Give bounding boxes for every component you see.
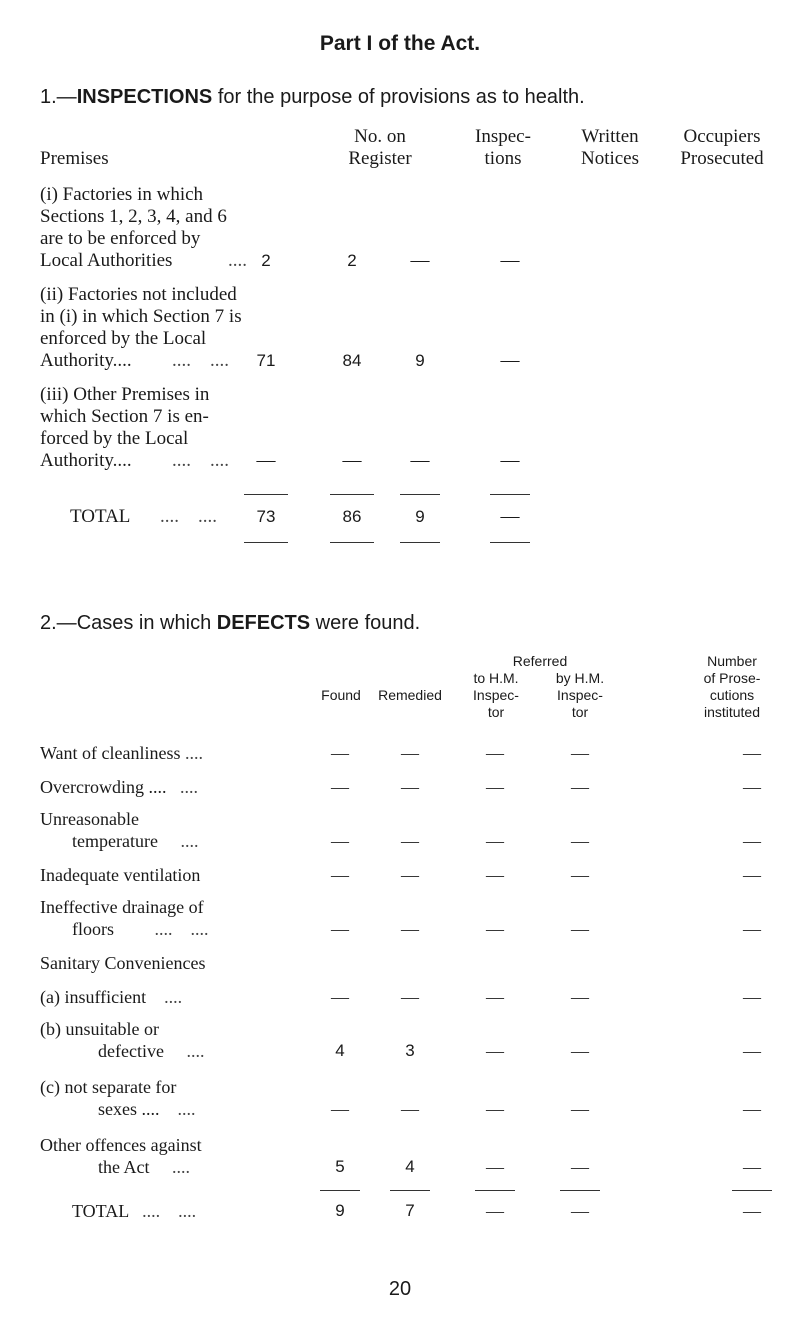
- row-label-cont: floors .... ....: [72, 919, 209, 939]
- total-inspections: 86: [342, 507, 362, 526]
- section-1-heading-rest: for the purpose of provisions as to health.: [217, 86, 585, 108]
- row-label: Overcrowding .... ....: [40, 777, 198, 797]
- cell-found: 5: [335, 1157, 345, 1176]
- cell-remedied: —: [401, 919, 419, 939]
- cell-prosecutions: —: [743, 743, 761, 763]
- row-label: Other offences against: [40, 1135, 202, 1155]
- section-2-heading-rest: were found.: [315, 612, 421, 634]
- row-label: (b) unsuitable or: [40, 1019, 159, 1039]
- col-header-inspections-1: Inspec-: [475, 126, 531, 147]
- cell-prosecutions: —: [743, 987, 761, 1007]
- sum-rule: [244, 542, 288, 543]
- col-header-by-hm-2: Inspec-: [557, 687, 603, 703]
- sum-rule: [475, 1190, 515, 1191]
- row-label: Inadequate ventilation: [40, 865, 201, 885]
- cell-prosecutions: —: [743, 831, 761, 851]
- cell-register: 71: [256, 351, 276, 370]
- col-header-inspections-2: tions: [484, 148, 522, 169]
- col-header-by-hm-3: tor: [571, 704, 589, 720]
- cell-found: 4: [335, 1041, 345, 1060]
- total-prosecutions: —: [743, 1201, 761, 1221]
- leader-dots: .... ....: [172, 450, 229, 471]
- cell-prosecutions: —: [743, 1099, 761, 1119]
- cell-remedied: 4: [405, 1157, 415, 1176]
- cell-by-hm: —: [571, 777, 589, 797]
- cell-prosecuted: —: [500, 450, 520, 471]
- cell-prosecutions: —: [743, 1157, 761, 1177]
- sum-rule: [560, 1190, 600, 1191]
- sum-rule: [320, 1190, 360, 1191]
- row-label-line: (i) Factories in which: [40, 184, 204, 205]
- row-label-line: forced by the Local: [40, 428, 189, 449]
- row-label-line: (ii) Factories not included: [40, 284, 237, 305]
- row-label: Unreasonable: [40, 809, 139, 829]
- cell-prosecutions: —: [743, 865, 761, 885]
- col-header-referred: Referred: [512, 653, 568, 669]
- cell-prosecuted: —: [500, 250, 520, 271]
- col-header-premises: Premises: [40, 148, 109, 169]
- sum-rule: [330, 542, 374, 543]
- cell-prosecutions: —: [743, 919, 761, 939]
- col-header-register-2: Register: [348, 148, 412, 169]
- col-header-to-hm-1: to H.M.: [473, 670, 519, 686]
- section-1-heading-bold: INSPECTIONS: [76, 86, 213, 108]
- row-label-line: which Section 7 is en-: [40, 406, 209, 427]
- total-label: TOTAL: [70, 506, 131, 527]
- cell-notices: 9: [415, 351, 425, 370]
- col-header-prosecutions-3: cutions: [709, 687, 755, 703]
- col-header-prosecutions-1: Number: [707, 653, 757, 669]
- total-notices: 9: [415, 507, 425, 526]
- cell-found: —: [331, 831, 349, 851]
- cell-to-hm: —: [486, 1041, 504, 1061]
- sum-rule: [490, 494, 530, 495]
- row-label: Want of cleanliness ....: [40, 743, 204, 763]
- row-label-line: in (i) in which Section 7 is: [40, 306, 242, 327]
- section-2-heading: [40, 612, 420, 635]
- cell-remedied: —: [401, 1099, 419, 1119]
- cell-inspections: 2: [347, 251, 357, 270]
- leader-dots: ....: [228, 250, 247, 271]
- cell-notices: —: [410, 250, 430, 271]
- cell-remedied: —: [401, 987, 419, 1007]
- cell-remedied: —: [401, 865, 419, 885]
- section-1-heading: [40, 86, 585, 109]
- row-label-line: Local Authorities: [40, 250, 173, 271]
- cell-inspections: —: [342, 450, 362, 471]
- cell-by-hm: —: [571, 1157, 589, 1177]
- cell-found: —: [331, 743, 349, 763]
- col-header-prosecutions-2: of Prose-: [703, 670, 761, 686]
- total-to-hm: —: [486, 1201, 504, 1221]
- row-label: Ineffective drainage of: [40, 897, 204, 917]
- col-header-notices-2: Notices: [580, 148, 640, 169]
- cell-by-hm: —: [571, 1041, 589, 1061]
- row-label-cont: the Act ....: [98, 1157, 190, 1177]
- total-found: 9: [335, 1201, 345, 1220]
- cell-to-hm: —: [486, 1157, 504, 1177]
- cell-found: —: [331, 865, 349, 885]
- cell-prosecutions: —: [743, 1041, 761, 1061]
- cell-by-hm: —: [571, 987, 589, 1007]
- section-1-number: 1.—: [40, 86, 77, 108]
- col-header-by-hm-1: by H.M.: [555, 670, 605, 686]
- total-label: TOTAL .... ....: [72, 1201, 197, 1221]
- row-label-line: enforced by the Local: [40, 328, 207, 349]
- sum-rule: [732, 1190, 772, 1191]
- cell-to-hm: —: [486, 919, 504, 939]
- row-label-cont: defective ....: [98, 1041, 205, 1061]
- cell-to-hm: —: [486, 831, 504, 851]
- cell-to-hm: —: [486, 987, 504, 1007]
- cell-found: —: [331, 1099, 349, 1119]
- page-number: 20: [388, 1278, 412, 1300]
- row-label-cont: temperature ....: [72, 831, 199, 851]
- cell-to-hm: —: [486, 777, 504, 797]
- section-2-heading-pre: Cases in which: [76, 612, 212, 634]
- row-label-line: (iii) Other Premises in: [40, 384, 210, 405]
- cell-by-hm: —: [571, 919, 589, 939]
- cell-remedied: 3: [405, 1041, 415, 1060]
- cell-to-hm: —: [486, 1099, 504, 1119]
- cell-remedied: —: [401, 777, 419, 797]
- cell-found: —: [331, 987, 349, 1007]
- sum-rule: [244, 494, 288, 495]
- cell-register: 2: [261, 251, 271, 270]
- cell-inspections: 84: [342, 351, 362, 370]
- col-header-prosecuted-1: Occupiers: [683, 126, 761, 147]
- col-header-to-hm-2: Inspec-: [473, 687, 519, 703]
- cell-found: —: [331, 777, 349, 797]
- section-2-number: 2.—: [40, 612, 77, 634]
- page-title: Part I of the Act.: [319, 32, 481, 55]
- leader-dots: .... ....: [172, 350, 229, 371]
- cell-remedied: —: [401, 743, 419, 763]
- sum-rule: [490, 542, 530, 543]
- cell-by-hm: —: [571, 743, 589, 763]
- cell-remedied: —: [401, 831, 419, 851]
- cell-by-hm: —: [571, 1099, 589, 1119]
- cell-register: —: [256, 450, 276, 471]
- cell-found: —: [331, 919, 349, 939]
- section-2-heading-bold: DEFECTS: [216, 612, 311, 634]
- row-label: Sanitary Conveniences: [40, 953, 206, 973]
- col-header-prosecutions-4: instituted: [703, 704, 761, 720]
- total-prosecuted: —: [500, 506, 520, 527]
- cell-to-hm: —: [486, 865, 504, 885]
- sum-rule: [400, 494, 440, 495]
- total-by-hm: —: [571, 1201, 589, 1221]
- cell-by-hm: —: [571, 831, 589, 851]
- cell-prosecutions: —: [743, 777, 761, 797]
- row-label: (a) insufficient ....: [40, 987, 183, 1007]
- col-header-notices-1: Written: [581, 126, 639, 147]
- col-header-to-hm-3: tor: [487, 704, 505, 720]
- sum-rule: [400, 542, 440, 543]
- cell-to-hm: —: [486, 743, 504, 763]
- leader-dots: .... ....: [160, 506, 217, 527]
- col-header-remedied: Remedied: [378, 687, 442, 703]
- col-header-prosecuted-2: Prosecuted: [680, 148, 764, 169]
- col-header-found: Found: [321, 687, 361, 703]
- row-label-line: are to be enforced by: [40, 228, 201, 249]
- row-label-line: Authority....: [40, 350, 132, 371]
- row-label-line: Sections 1, 2, 3, 4, and 6: [40, 206, 227, 227]
- sum-rule: [390, 1190, 430, 1191]
- total-remedied: 7: [405, 1201, 415, 1220]
- row-label-line: Authority....: [40, 450, 132, 471]
- row-label-cont: sexes .... ....: [98, 1099, 196, 1119]
- cell-prosecuted: —: [500, 350, 520, 371]
- sum-rule: [330, 494, 374, 495]
- col-header-register-1: No. on: [354, 126, 406, 147]
- row-label: (c) not separate for: [40, 1077, 177, 1097]
- cell-by-hm: —: [571, 865, 589, 885]
- total-register: 73: [256, 507, 276, 526]
- cell-notices: —: [410, 450, 430, 471]
